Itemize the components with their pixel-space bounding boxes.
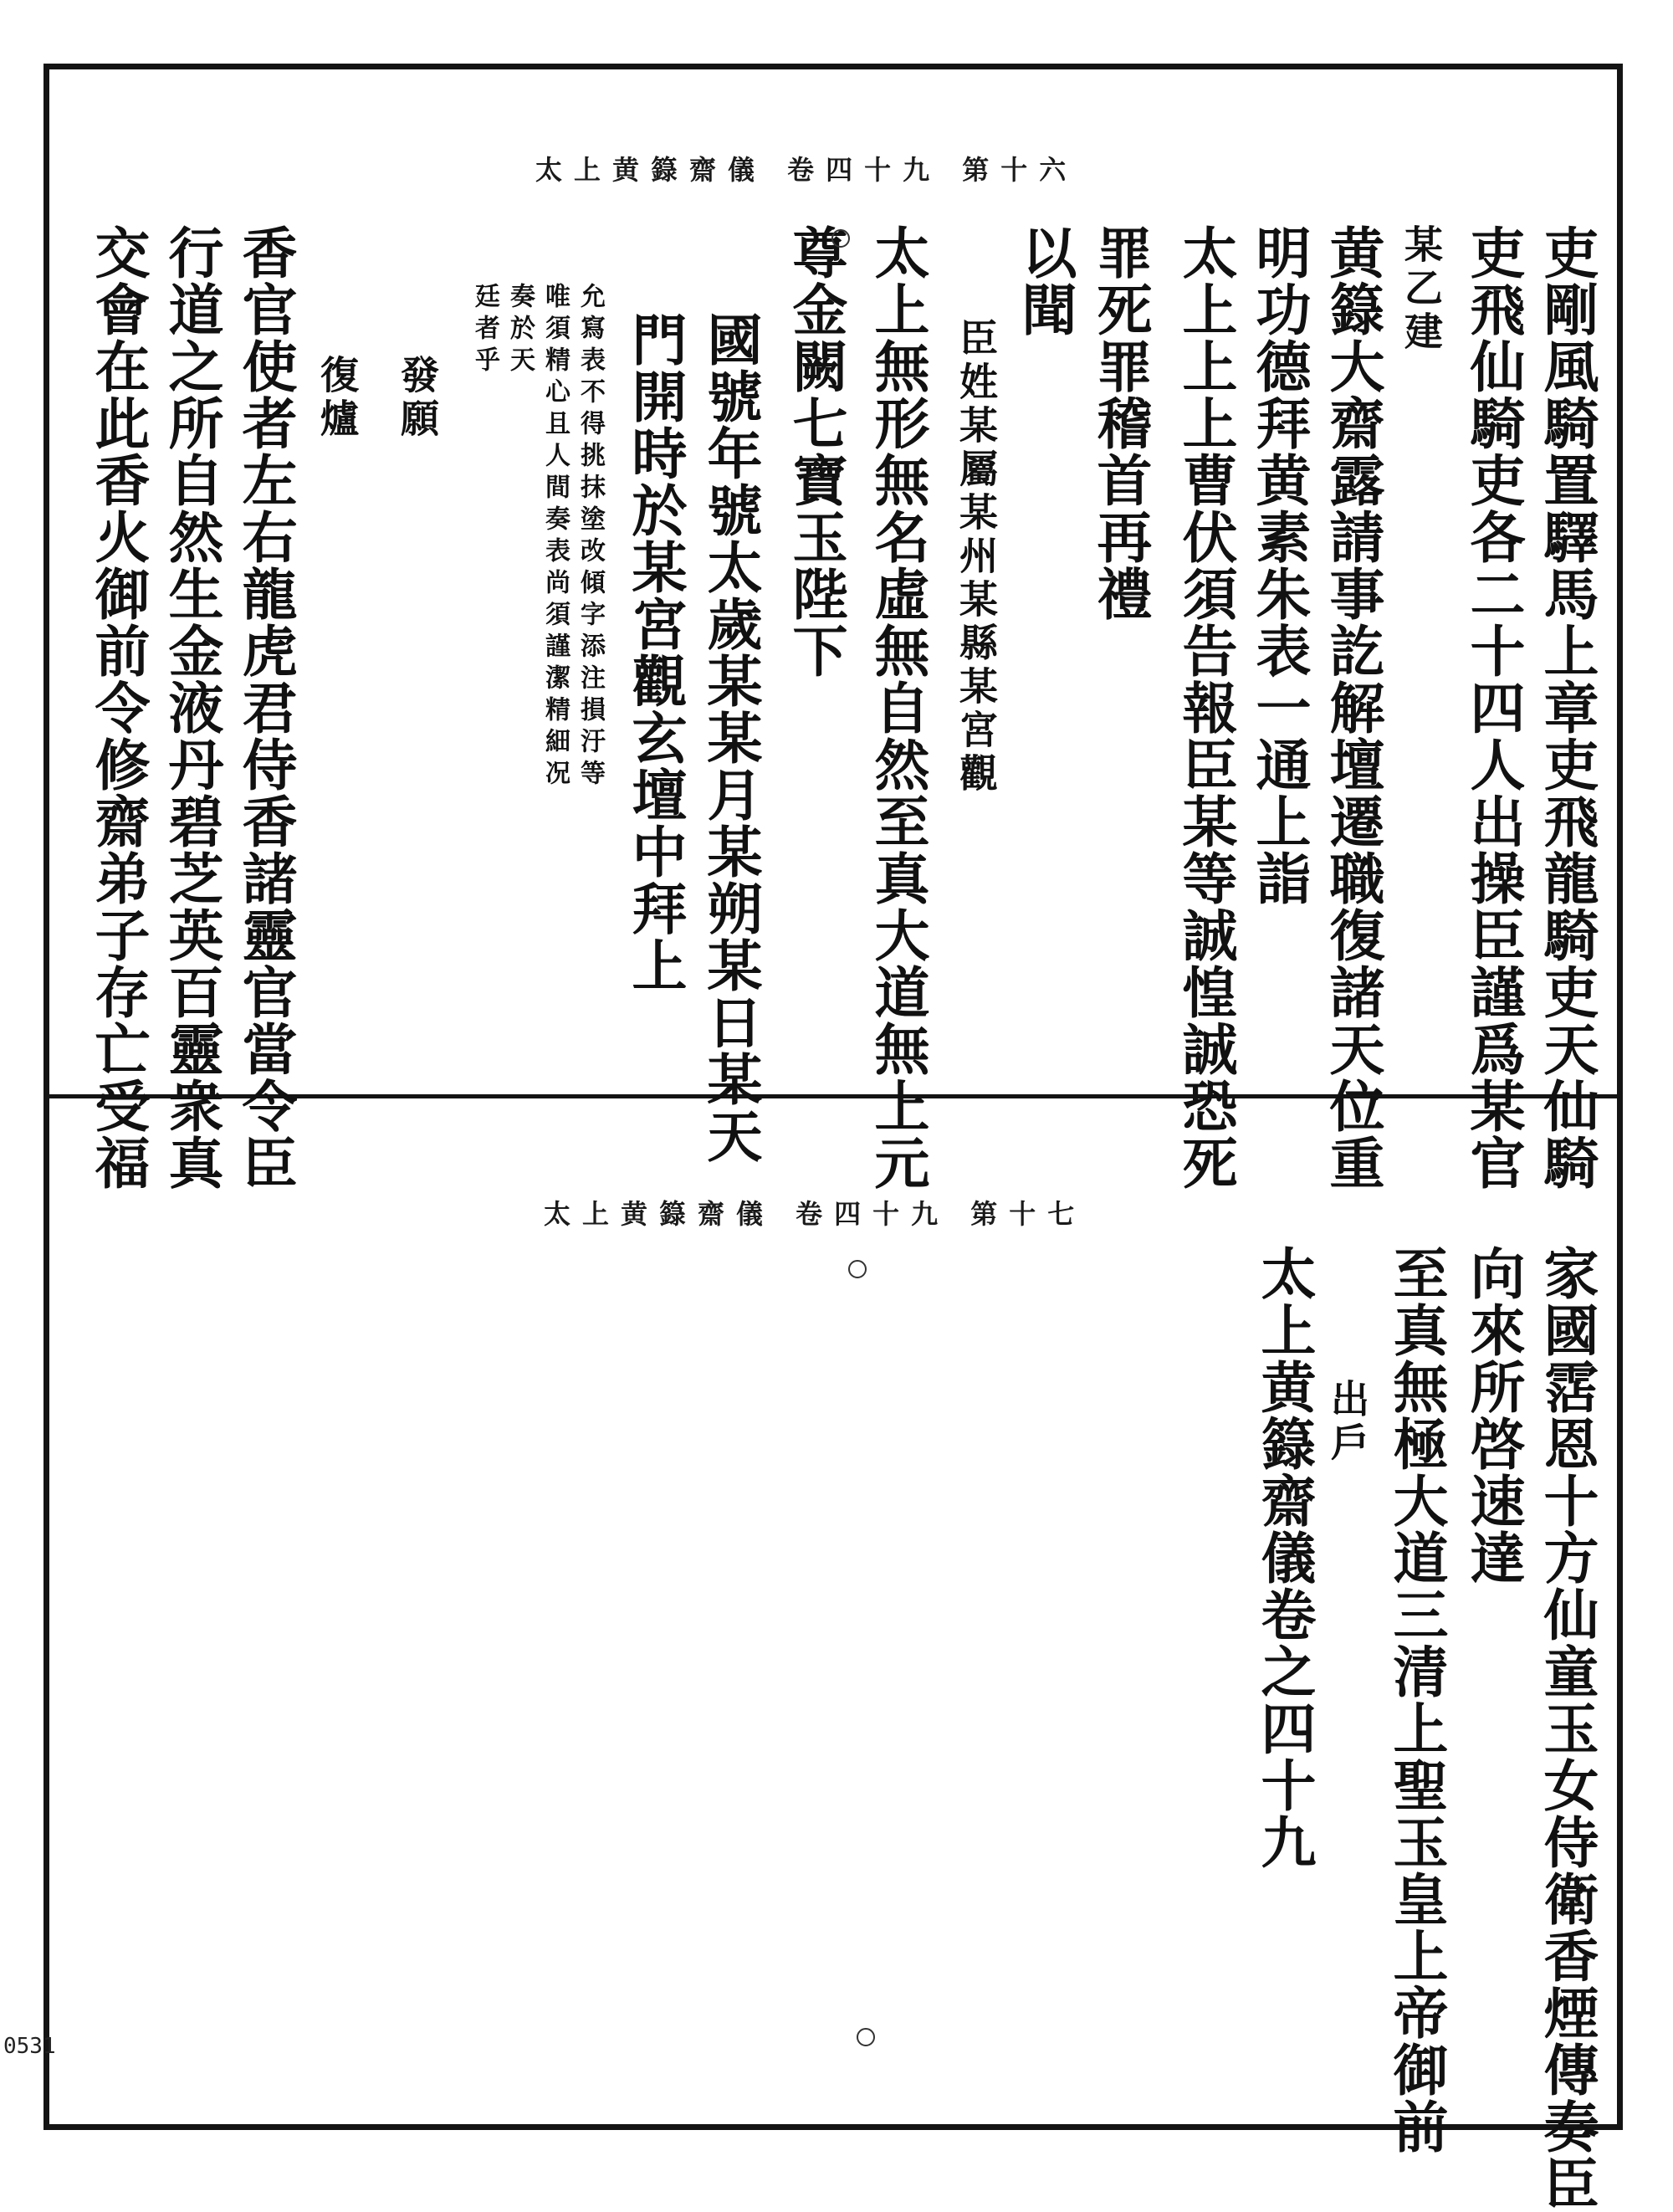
lower-col-2: 向來所啓速達 [1461,1245,1526,1586]
lower-col-3: 至真無極大道三清上聖玉皇上帝御前 [1384,1245,1449,2155]
upper-page-header: 太上黄籙齋儀 卷四十九 第十六 [535,154,1078,186]
upper-col-20: 香官使者左右龍虎君侍香諸靈官當令臣 [233,224,298,1191]
lower-col-4: 出戶 [1325,1379,1370,1466]
upper-col-3: 某乙建 [1399,224,1444,355]
upper-col-14: 允寫表不得挑抹塗改傾字添注損汙等 [576,283,605,791]
upper-col-17: 廷者乎 [470,283,499,378]
punctuation-circle-lower-bottom [857,2028,875,2046]
upper-col-22: 交會在此香火御前令修齋弟子存亡受福 [85,224,151,1191]
upper-col-4: 黄籙大齋露請事訖解壇遷職復諸天位重 [1320,224,1385,1191]
page-number: 0531 [3,2034,56,2059]
upper-col-8: 以聞 [1012,224,1077,338]
upper-col-7: 罪死罪稽首再禮 [1087,224,1153,622]
lower-page-header: 太上黄籙齋儀 卷四十九 第十七 [544,1198,1087,1230]
upper-col-6: 太上上上曹伏須告報臣某等誠惶誠恐死 [1173,224,1238,1191]
upper-col-16: 奏於天 [505,283,535,378]
lower-col-1: 家國霑恩十方仙童玉女侍衛香煙傳奏臣 [1534,1245,1599,2212]
upper-col-18: 發願 [395,355,440,442]
upper-col-1: 吏剛風騎置驛馬上章吏飛龍騎吏天仙騎 [1534,224,1599,1191]
upper-col-13: 門開時於某宮觀玄壇中拜上 [622,311,688,994]
punctuation-circle-lower-top [848,1260,867,1278]
punctuation-circle-upper [831,229,850,248]
upper-col-2: 吏飛仙騎吏各二十四人出操臣謹爲某官 [1461,224,1526,1191]
upper-col-19: 復爐 [315,355,360,442]
upper-col-9: 臣姓某屬某州某縣某宮觀 [954,318,999,796]
upper-col-11: 尊金闕七寶玉陛下 [783,224,848,679]
upper-col-12: 國號年號太歲某某月某朔某日某天 [698,311,763,1165]
upper-col-5: 明功德拜黄素朱表一通上詣 [1246,224,1312,907]
upper-col-21: 行道之所自然生金液丹碧芝英百靈衆真 [159,224,224,1191]
upper-col-15: 唯須精心且人間奏表尚須謹潔精細况 [540,283,570,791]
upper-col-10: 太上無形無名虛無自然至真大道無上元 [865,224,930,1191]
lower-col-5: 太上黄籙齋儀卷之四十九 [1251,1245,1317,1871]
